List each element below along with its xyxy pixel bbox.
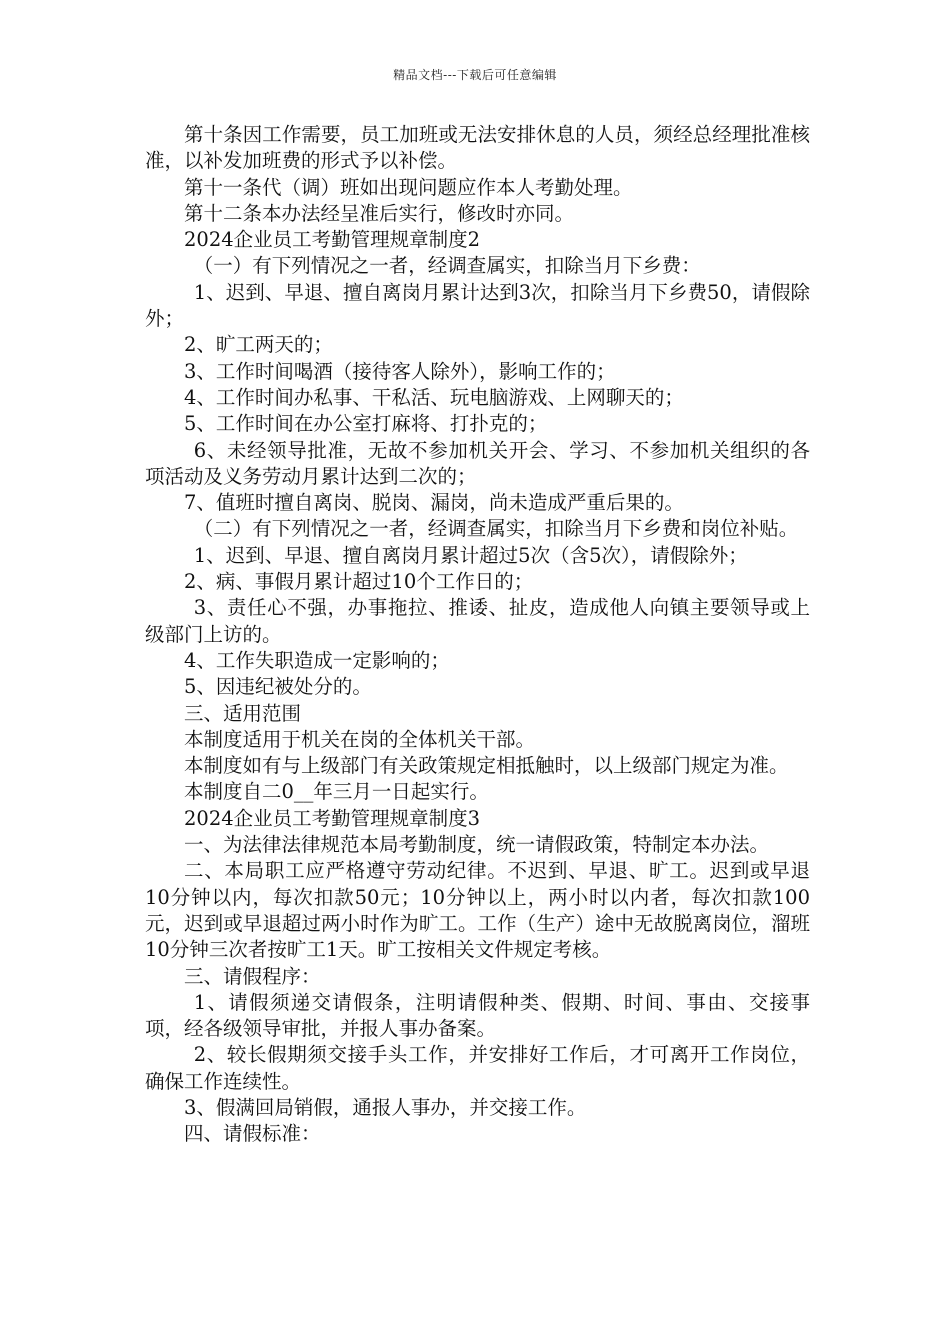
- section-title: 2024企业员工考勤管理规章制度3: [184, 806, 481, 830]
- list-item: 2、病、事假月累计超过10个工作日的；: [184, 570, 534, 594]
- list-item: 3、责任心不强，办事拖拉、推诿、扯皮，造成他人向镇主要领导或上级部门上访的。: [145, 596, 810, 646]
- page-header: 精品文档---下载后可任意编辑: [393, 68, 557, 82]
- list-item: 1、请假须递交请假条，注明请假种类、假期、时间、事由、交接事项，经各级领导审批，并报人事办备案。: [145, 990, 810, 1041]
- list-item: 1、迟到、早退、擅自离岗月累计达到3次，扣除当月下乡费50，请假除外；: [145, 280, 810, 331]
- list-item: 2、较长假期须交接手头工作，并安排好工作后，才可离开工作岗位，确保工作连续性。: [145, 1043, 810, 1093]
- paragraph: 本制度适用于机关在岗的全体机关干部。: [184, 727, 536, 751]
- paragraph: 本制度自二0__年三月一日起实行。: [184, 780, 489, 804]
- section-heading: 三、请假程序：: [184, 964, 321, 988]
- section-heading: 三、适用范围: [184, 701, 302, 725]
- list-item: 5、因违纪被处分的。: [184, 675, 372, 699]
- list-item: 7、值班时擅自离岗、脱岗、漏岗，尚未造成严重后果的。: [184, 491, 684, 515]
- list-item: 1、迟到、早退、擅自离岗月累计超过5次（含5次），请假除外；: [193, 543, 748, 567]
- paragraph: （一）有下列情况之一者，经调查属实，扣除当月下乡费：: [193, 254, 701, 278]
- paragraph: 第十一条代（调）班如出现问题应作本人考勤处理。: [184, 175, 633, 199]
- list-item: 4、工作失职造成一定影响的；: [184, 648, 450, 672]
- section-heading: 四、请假标准：: [184, 1122, 321, 1146]
- list-item: 5、工作时间在办公室打麻将、打扑克的；: [184, 412, 548, 436]
- paragraph: 二、本局职工应严格遵守劳动纪律。不迟到、早退、旷工。迟到或早退10分钟以内，每次扣款50元；10分钟以上，两小时以内者，每次扣款100元，迟到或早退超过两小时作为旷工。工作（生产）途中无故脱离岗位，溜班10分钟三次者按旷工1天。旷工按相关文件规定考核。: [145, 859, 810, 962]
- list-item: 3、假满回局销假，通报人事办，并交接工作。: [184, 1095, 587, 1119]
- list-item: 4、工作时间办私事、干私活、玩电脑游戏、上网聊天的；: [184, 385, 684, 409]
- paragraph: 第十二条本办法经呈准后实行，修改时亦同。: [184, 201, 575, 225]
- paragraph: 第十条因工作需要，员工加班或无法安排休息的人员，须经总经理批准核准，以补发加班费的形式予以补偿。: [145, 123, 810, 173]
- list-item: 6、未经领导批准，无故不参加机关开会、学习、不参加机关组织的各项活动及义务劳动月累计达到二次的；: [145, 438, 810, 488]
- section-title: 2024企业员工考勤管理规章制度2: [184, 228, 481, 252]
- paragraph: 本制度如有与上级部门有关政策规定相抵触时，以上级部门规定为准。: [184, 754, 789, 778]
- paragraph: （二）有下列情况之一者，经调查属实，扣除当月下乡费和岗位补贴。: [193, 517, 799, 541]
- list-item: 3、工作时间喝酒（接待客人除外），影响工作的；: [184, 359, 616, 383]
- document-body: [145, 122, 810, 1148]
- list-item: 2、旷工两天的；: [184, 333, 333, 357]
- paragraph: 一、为法律法律规范本局考勤制度，统一请假政策，特制定本办法。: [184, 833, 770, 857]
